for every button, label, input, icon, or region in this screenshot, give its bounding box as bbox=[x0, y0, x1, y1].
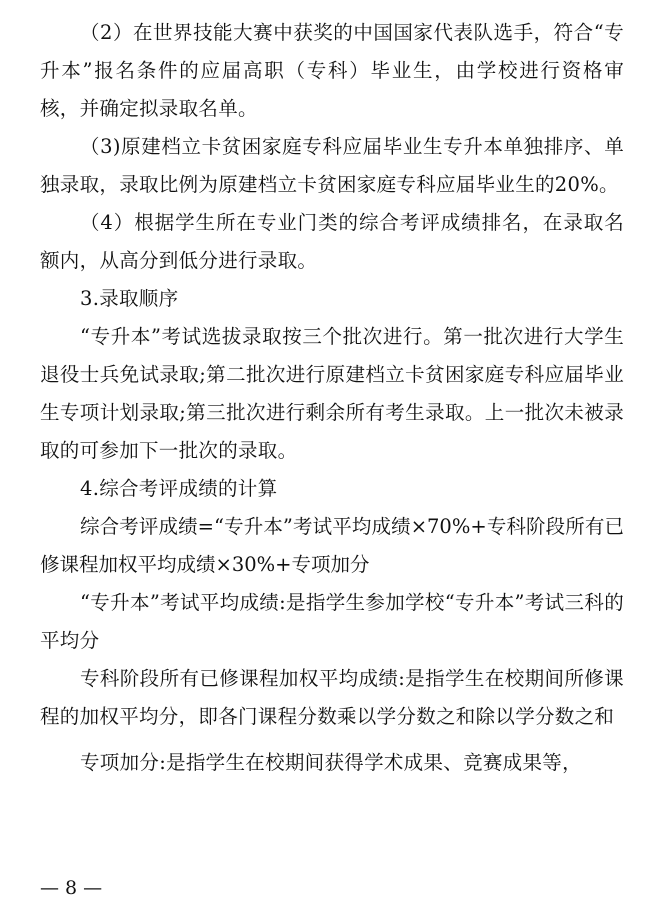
paragraph-admission-batches: “专升本”考试选拔录取按三个批次进行。第一批次进行大学生退役士兵免试录取;第二批次进行原建档立卡贫困家庭专科应届毕业生专项计划录取;第三批次进行剩余所有考生录取。上一批次未被录取的可参加下一批次的录取。 bbox=[40, 325, 624, 462]
page-number: — 8 — bbox=[40, 877, 103, 899]
paragraph-poverty-families: （3)原建档立卡贫困家庭专科应届毕业生专升本单独排序、单独录取，录取比例为原建档立卡贫困家庭专科应届毕业生的20%。 bbox=[40, 135, 624, 196]
heading-admission-order: 3.录取顺序 bbox=[80, 287, 179, 310]
paragraph-award-winners: （2）在世界技能大赛中获奖的中国国家代表队选手，符合“专升本”报名条件的应届高职（专科）毕业生，由学校进行资格审核，并确定拟录取名单。 bbox=[40, 21, 624, 120]
paragraph-score-formula: 综合考评成绩=“专升本”考试平均成绩×70%+专科阶段所有已修课程加权平均成绩×30%+专项加分 bbox=[40, 515, 624, 576]
body-text bbox=[40, 14, 624, 782]
paragraph-exam-average: “专升本”考试平均成绩:是指学生参加学校“专升本”考试三科的平均分 bbox=[40, 591, 624, 652]
paragraph-special-bonus: 专项加分:是指学生在校期间获得学术成果、竞赛成果等， bbox=[80, 751, 582, 774]
heading-score-calculation: 4.综合考评成绩的计算 bbox=[80, 477, 278, 500]
paragraph-weighted-average: 专科阶段所有已修课程加权平均成绩:是指学生在校期间所修课程的加权平均分，即各门课程分数乘以学分数之和除以学分数之和 bbox=[40, 667, 624, 728]
paragraph-ranking: （4）根据学生所在专业门类的综合考评成绩排名，在录取名额内，从高分到低分进行录取。 bbox=[40, 211, 624, 272]
